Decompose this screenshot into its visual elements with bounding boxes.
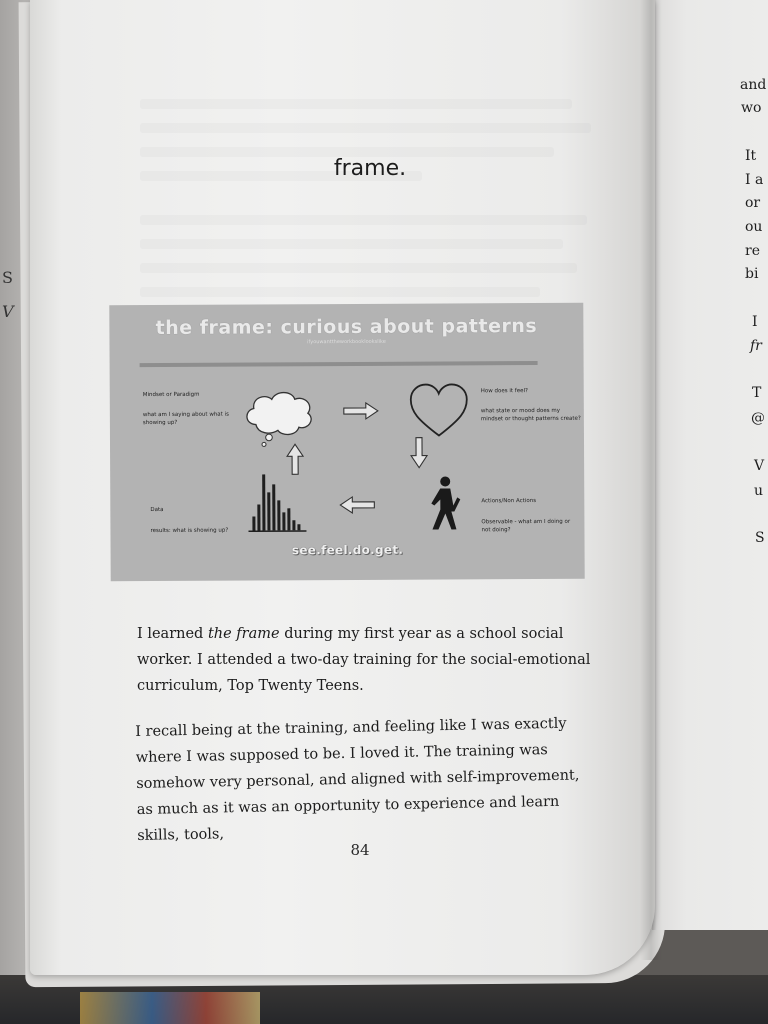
data-question: results: what is showing up?: [150, 527, 229, 535]
actions-label: Actions/Non Actions: [481, 498, 537, 505]
gutter-shadow: [640, 0, 662, 960]
feel-label: How does it feel?: [480, 388, 528, 395]
actions-question: Observable - what am I doing or not doing?: [481, 518, 571, 534]
right-page-fragment: u: [754, 483, 764, 499]
data-label: Data: [150, 506, 164, 514]
walking-person-icon: [426, 475, 462, 531]
right-page-fragment: ou: [745, 219, 763, 235]
paragraph-1: [137, 621, 597, 699]
feel-question: what state or mood does my mindset or thought patterns create?: [480, 407, 581, 423]
bar-chart-icon: [248, 470, 310, 534]
right-page-fragment: and: [740, 77, 767, 93]
paragraph-1-emphasis: the frame: [207, 626, 280, 642]
heart-icon: [408, 381, 470, 439]
right-page-fragment: I: [752, 314, 758, 330]
right-page-fragment: It: [745, 148, 757, 164]
right-page-fragment: or: [745, 195, 761, 211]
right-page-fragment: T: [752, 385, 762, 401]
paragraph-1-rest: during my first year as a school social worker. I attended a two-day training for the social-emotional curriculum, Top Twenty Teens.: [137, 626, 591, 694]
edge-text-fragment: S: [2, 268, 13, 287]
diagram-subtitle: ifyouwanttheworkbooklookslike: [307, 338, 386, 346]
right-page: [652, 0, 768, 930]
edge-text-fragment: V: [2, 302, 14, 321]
right-page-fragment: fr: [750, 338, 762, 354]
diagram-footer: see.feel.do.get.: [291, 542, 404, 558]
right-page-fragment: wo: [741, 100, 762, 116]
diagram-title: the frame: curious about patterns: [155, 315, 538, 340]
frame-diagram: [109, 303, 584, 581]
page-number: 84: [350, 841, 370, 859]
mindset-label: Mindset or Paradigm: [142, 391, 200, 399]
mindset-question: what am I saying about what is showing up?: [142, 411, 229, 427]
right-page-fragment: I a: [745, 172, 764, 188]
right-page-fragment: V: [754, 458, 765, 474]
paragraph-2: I recall being at the training, and feeling like I was exactly where I was supposed to be. I loved it. The training was somehow very personal, and aligned with self-improvement, as much as it was an opportunity to experience and learn skills, tools,: [135, 715, 580, 844]
arrow-right-icon: [342, 402, 380, 420]
right-page-fragment: S: [755, 530, 765, 546]
diagram-divider: [140, 361, 538, 367]
arrow-down-icon: [410, 436, 428, 470]
paragraph-1-start: I learned: [137, 626, 208, 642]
right-page-fragment: bi: [745, 266, 759, 282]
chapter-title: frame.: [333, 156, 407, 181]
arrow-left-icon: [338, 496, 376, 514]
bleed-through-text: [140, 85, 610, 285]
right-page-fragment: re: [745, 243, 760, 259]
thought-cloud-icon: [242, 384, 316, 452]
right-page-fragment: @: [751, 410, 765, 426]
background-object: [80, 992, 260, 1024]
